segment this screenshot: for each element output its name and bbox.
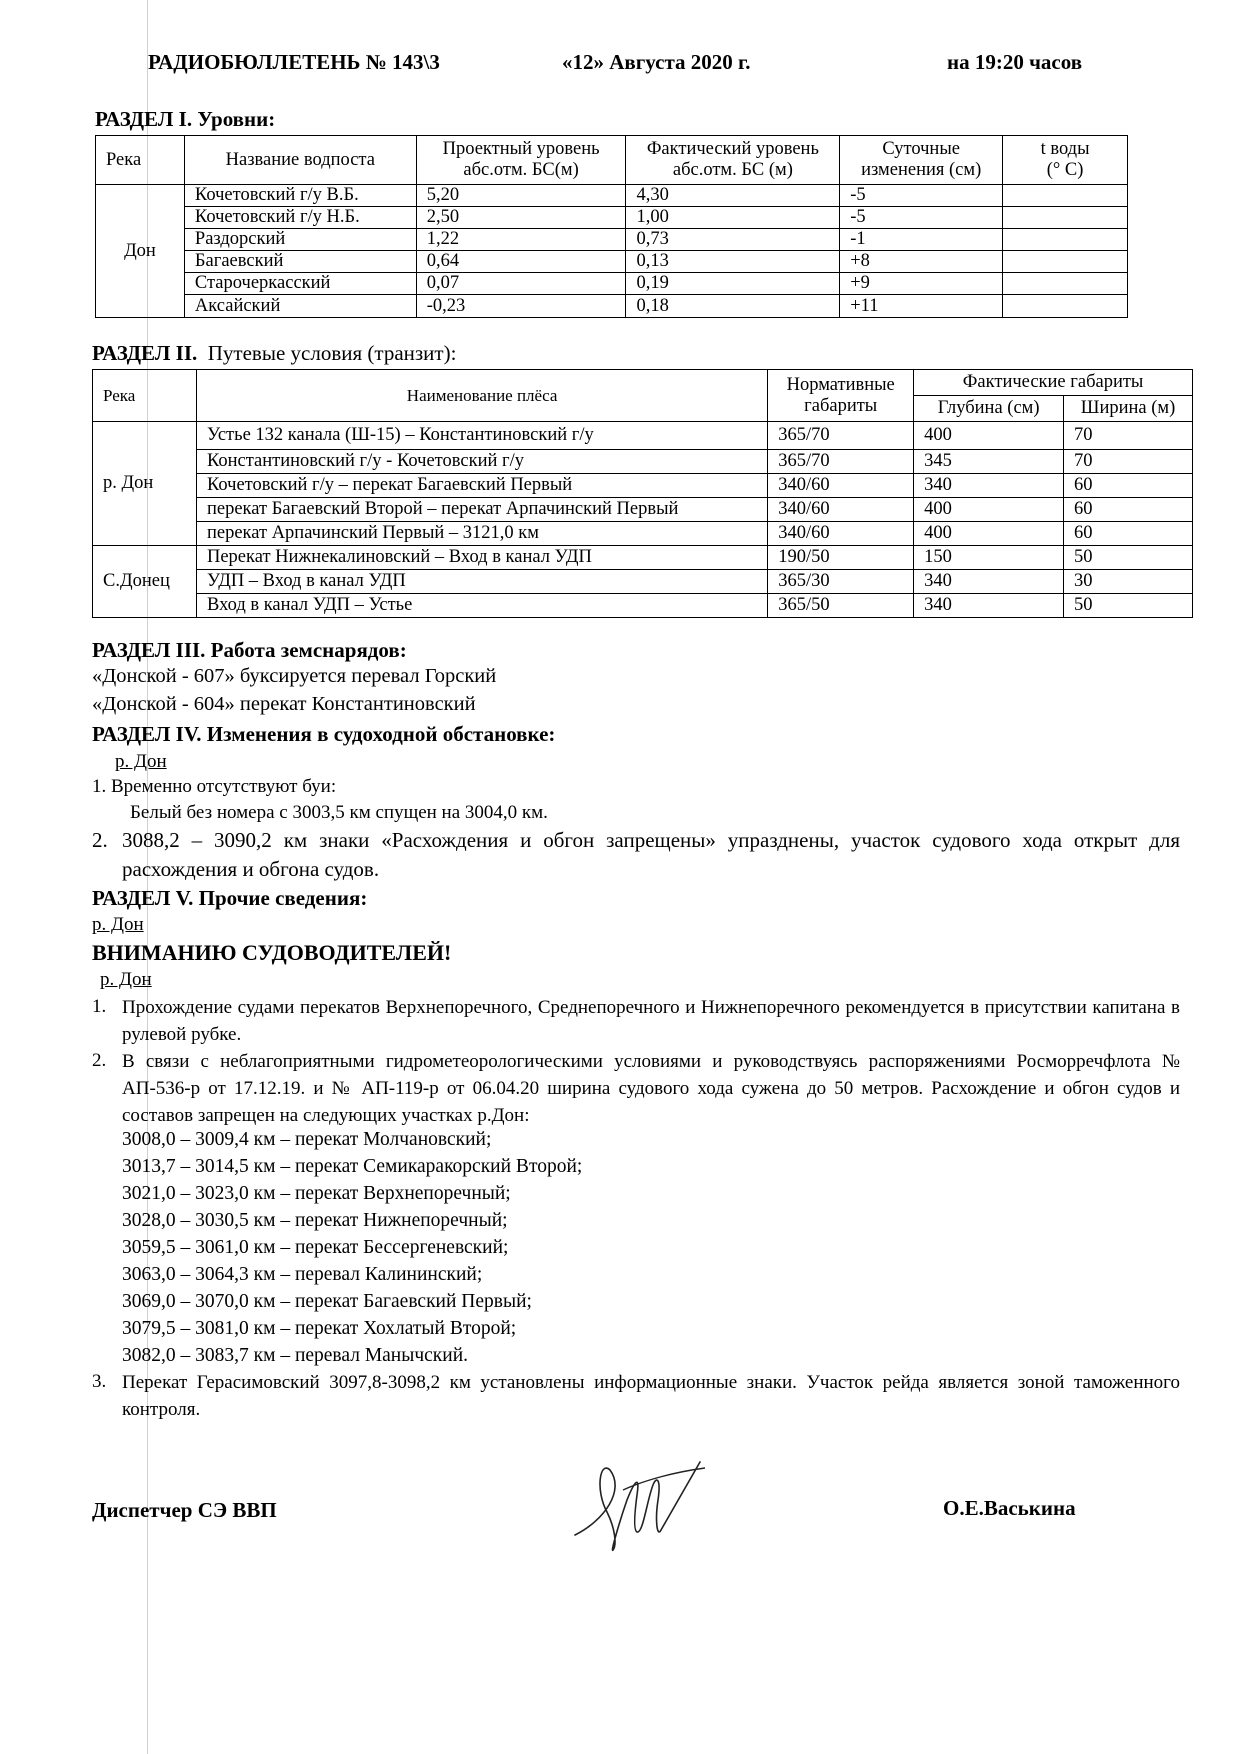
- levels-col-header-line: Фактический уровень: [646, 139, 819, 159]
- route-row: [93, 522, 1193, 546]
- levels-cell-project: 0,64: [416, 251, 626, 273]
- restricted-stretch-item: 3028,0 – 3030,5 км – перекат Нижнепоречный;: [122, 1210, 508, 1231]
- route-cell-width: 70: [1064, 450, 1193, 474]
- route-cell-depth: 400: [914, 498, 1064, 522]
- route-row: [93, 546, 1193, 570]
- levels-cell-change: +8: [840, 251, 1003, 273]
- section2-heading-number: РАЗДЕЛ II.: [92, 341, 198, 365]
- levels-col-header: [1003, 136, 1128, 185]
- levels-river-cell: Дон: [96, 185, 185, 318]
- levels-col-header: [840, 136, 1003, 185]
- restricted-stretch-item: 3059,5 – 3061,0 км – перекат Бессергеневский;: [122, 1237, 509, 1258]
- dredger-line: «Донской - 607» буксируется перевал Горский: [92, 665, 497, 687]
- route-row: [93, 570, 1193, 594]
- levels-col-header-line: изменения (см): [861, 160, 982, 180]
- levels-cell-project: 1,22: [416, 229, 626, 251]
- route-cell-depth: 340: [914, 570, 1064, 594]
- section4-item1-title: 1. Временно отсутствуют буи:: [92, 776, 337, 797]
- levels-col-header: [96, 136, 185, 185]
- signatory-position: Диспетчер СЭ ВВП: [92, 1498, 277, 1522]
- bulletin-title: РАДИОБЮЛЛЕТЕНЬ № 143\3: [148, 50, 440, 74]
- route-cell-norm: 365/70: [768, 450, 914, 474]
- levels-cell-actual: 0,13: [626, 251, 840, 273]
- restricted-stretch-item: 3008,0 – 3009,4 км – перекат Молчановский;: [122, 1129, 492, 1150]
- route-cell-norm: 340/60: [768, 474, 914, 498]
- section4-item1-detail: Белый без номера с 3003,5 км спущен на 3004,0 км.: [130, 802, 548, 823]
- route-cell-reach: перекат Арпачинский Первый – 3121,0 км: [196, 522, 767, 546]
- route-row: [93, 474, 1193, 498]
- route-cell-reach: перекат Багаевский Второй – перекат Арпачинский Первый: [196, 498, 767, 522]
- levels-cell-change: -1: [840, 229, 1003, 251]
- bulletin-date: «12» Августа 2020 г.: [562, 50, 751, 74]
- route-cell-norm: 365/30: [768, 570, 914, 594]
- levels-table: [95, 135, 1128, 318]
- route-cell-reach: Устье 132 канала (Ш-15) – Константиновский г/у: [196, 422, 767, 450]
- levels-col-header-line: абс.отм. БС(м): [463, 160, 579, 180]
- route-cell-width: 30: [1064, 570, 1193, 594]
- route-cell-width: 50: [1064, 546, 1193, 570]
- levels-cell-temp: [1003, 229, 1128, 251]
- route-cell-width: 60: [1064, 498, 1193, 522]
- bulletin-time: на 19:20 часов: [947, 50, 1083, 74]
- section4-item2-number: 2.: [92, 828, 108, 852]
- levels-cell-post: Старочеркасский: [184, 273, 416, 295]
- levels-cell-post: Кочетовский г/у Н.Б.: [184, 207, 416, 229]
- route-cell-reach: УДП – Вход в канал УДП: [196, 570, 767, 594]
- route-cell-width: 60: [1064, 474, 1193, 498]
- route-cell-width: 50: [1064, 594, 1193, 618]
- section4-heading: РАЗДЕЛ IV. Изменения в судоходной обстановке:: [92, 722, 556, 746]
- levels-cell-temp: [1003, 251, 1128, 273]
- restricted-stretch-item: 3063,0 – 3064,3 км – перевал Калининский;: [122, 1264, 483, 1285]
- col-normative-line: Нормативные: [786, 374, 895, 395]
- levels-cell-change: -5: [840, 207, 1003, 229]
- route-cell-depth: 400: [914, 422, 1064, 450]
- levels-col-header: [626, 136, 840, 185]
- levels-cell-actual: 0,18: [626, 295, 840, 318]
- col-normative: [768, 370, 914, 422]
- levels-cell-actual: 0,19: [626, 273, 840, 295]
- restricted-stretches-list: [122, 1129, 582, 1372]
- levels-col-header-line: Название водпоста: [225, 149, 375, 170]
- levels-col-header-line: Суточные: [882, 139, 960, 159]
- attention-item3-number: 3.: [92, 1371, 107, 1392]
- section2-heading-title: Путевые условия (транзит):: [207, 341, 457, 365]
- section1-heading: РАЗДЕЛ I. Уровни:: [95, 107, 276, 131]
- levels-cell-post: Кочетовский г/у В.Б.: [184, 185, 416, 207]
- route-cell-width: 70: [1064, 422, 1193, 450]
- attention-item1-text: Прохождение судами перекатов Верхнепоречного, Среднепоречного и Нижнепоречного рекомендуется в присутствии капитана в рулевой рубке.: [122, 997, 1180, 1045]
- route-river-cell: р. Дон: [93, 422, 197, 546]
- restricted-stretch-item: 3013,7 – 3014,5 км – перекат Семикаракорский Второй;: [122, 1156, 583, 1177]
- restricted-stretch-item: 3079,5 – 3081,0 км – перекат Хохлатый Второй;: [122, 1318, 517, 1339]
- section2-heading: [92, 341, 456, 366]
- section5-heading: РАЗДЕЛ V. Прочие сведения:: [92, 886, 368, 910]
- levels-col-header-line: Река: [106, 149, 142, 170]
- route-row: [93, 498, 1193, 522]
- levels-cell-actual: 4,30: [626, 185, 840, 207]
- attention-river: р. Дон: [100, 969, 152, 990]
- levels-col-header-line: Проектный уровень: [442, 139, 600, 159]
- route-cell-reach: Константиновский г/у - Кочетовский г/у: [196, 450, 767, 474]
- restricted-stretch-item: 3021,0 – 3023,0 км – перекат Верхнепоречный;: [122, 1183, 511, 1204]
- levels-row: [96, 207, 1128, 229]
- levels-cell-project: 0,07: [416, 273, 626, 295]
- levels-col-header-line: (° С): [1046, 160, 1084, 180]
- route-cell-norm: 190/50: [768, 546, 914, 570]
- levels-cell-temp: [1003, 185, 1128, 207]
- route-cell-reach: Кочетовский г/у – перекат Багаевский Первый: [196, 474, 767, 498]
- levels-cell-temp: [1003, 273, 1128, 295]
- levels-cell-project: 2,50: [416, 207, 626, 229]
- restricted-stretch-item: 3082,0 – 3083,7 км – перевал Манычский.: [122, 1345, 469, 1366]
- route-cell-norm: 340/60: [768, 498, 914, 522]
- col-actual-group: Фактические габариты: [914, 370, 1193, 396]
- levels-col-header: [184, 136, 416, 185]
- route-cell-depth: 150: [914, 546, 1064, 570]
- route-cell-reach: Перекат Нижнекалиновский – Вход в канал УДП: [196, 546, 767, 570]
- levels-cell-project: -0,23: [416, 295, 626, 318]
- levels-row: [96, 295, 1128, 318]
- levels-row: [96, 251, 1128, 273]
- restricted-stretch-item: 3069,0 – 3070,0 км – перекат Багаевский Первый;: [122, 1291, 532, 1312]
- route-cell-depth: 340: [914, 594, 1064, 618]
- col-reach: Наименование плёса: [196, 370, 767, 422]
- levels-cell-change: +11: [840, 295, 1003, 318]
- levels-cell-post: Раздорский: [184, 229, 416, 251]
- col-normative-line: габариты: [804, 395, 878, 416]
- signature-image: [565, 1450, 715, 1560]
- route-cell-width: 60: [1064, 522, 1193, 546]
- levels-cell-post: Багаевский: [184, 251, 416, 273]
- route-row: [93, 422, 1193, 450]
- levels-cell-temp: [1003, 295, 1128, 318]
- col-river: Река: [93, 370, 197, 422]
- route-river-cell: С.Донец: [93, 546, 197, 618]
- attention-item2-number: 2.: [92, 1050, 107, 1071]
- levels-cell-project: 5,20: [416, 185, 626, 207]
- route-row: [93, 450, 1193, 474]
- levels-col-header: [416, 136, 626, 185]
- attention-item3-text: Перекат Герасимовский 3097,8-3098,2 км установлены информационные знаки. Участок рейда является зоной таможенного контроля.: [122, 1372, 1180, 1420]
- attention-item2-text: В связи с неблагоприятными гидрометеорологическими условиями и руководствуясь распоряжениями Росморречфлота № АП-536-р от 17.12.19. и № АП-119-р от 06.04.20 ширина судового хода сужена до 50 метров. Расхождение и обгон судов и составов запрещен на следующих участках р.Дон:: [122, 1051, 1180, 1126]
- section4-item2-text: 3088,2 – 3090,2 км знаки «Расхождения и обгон запрещены» упразднены, участок судового хода открыт для расхождения и обгона судов.: [122, 828, 1180, 881]
- dredger-line: «Донской - 604» перекат Константиновский: [92, 693, 476, 715]
- levels-cell-change: +9: [840, 273, 1003, 295]
- levels-cell-actual: 1,00: [626, 207, 840, 229]
- attention-item1-number: 1.: [92, 996, 107, 1017]
- route-cell-norm: 365/70: [768, 422, 914, 450]
- section5-river: р. Дон: [92, 914, 144, 935]
- route-cell-norm: 340/60: [768, 522, 914, 546]
- section4-river: р. Дон: [115, 751, 167, 772]
- attention-heading: ВНИМАНИЮ СУДОВОДИТЕЛЕЙ!: [92, 940, 452, 965]
- route-cell-depth: 345: [914, 450, 1064, 474]
- levels-cell-actual: 0,73: [626, 229, 840, 251]
- route-row: [93, 594, 1193, 618]
- signatory-name: О.Е.Васькина: [943, 1496, 1076, 1520]
- route-cell-depth: 340: [914, 474, 1064, 498]
- levels-row: [96, 273, 1128, 295]
- levels-col-header-line: t воды: [1040, 139, 1090, 159]
- levels-row: [96, 185, 1128, 207]
- section3-heading: РАЗДЕЛ III. Работа земснарядов:: [92, 638, 407, 662]
- levels-cell-temp: [1003, 207, 1128, 229]
- levels-col-header-line: абс.отм. БС (м): [672, 160, 793, 180]
- route-cell-norm: 365/50: [768, 594, 914, 618]
- route-conditions-table: [92, 369, 1193, 618]
- route-cell-reach: Вход в канал УДП – Устье: [196, 594, 767, 618]
- levels-cell-change: -5: [840, 185, 1003, 207]
- levels-cell-post: Аксайский: [184, 295, 416, 318]
- route-cell-depth: 400: [914, 522, 1064, 546]
- levels-row: [96, 229, 1128, 251]
- col-width: Ширина (м): [1064, 396, 1193, 422]
- col-depth: Глубина (см): [914, 396, 1064, 422]
